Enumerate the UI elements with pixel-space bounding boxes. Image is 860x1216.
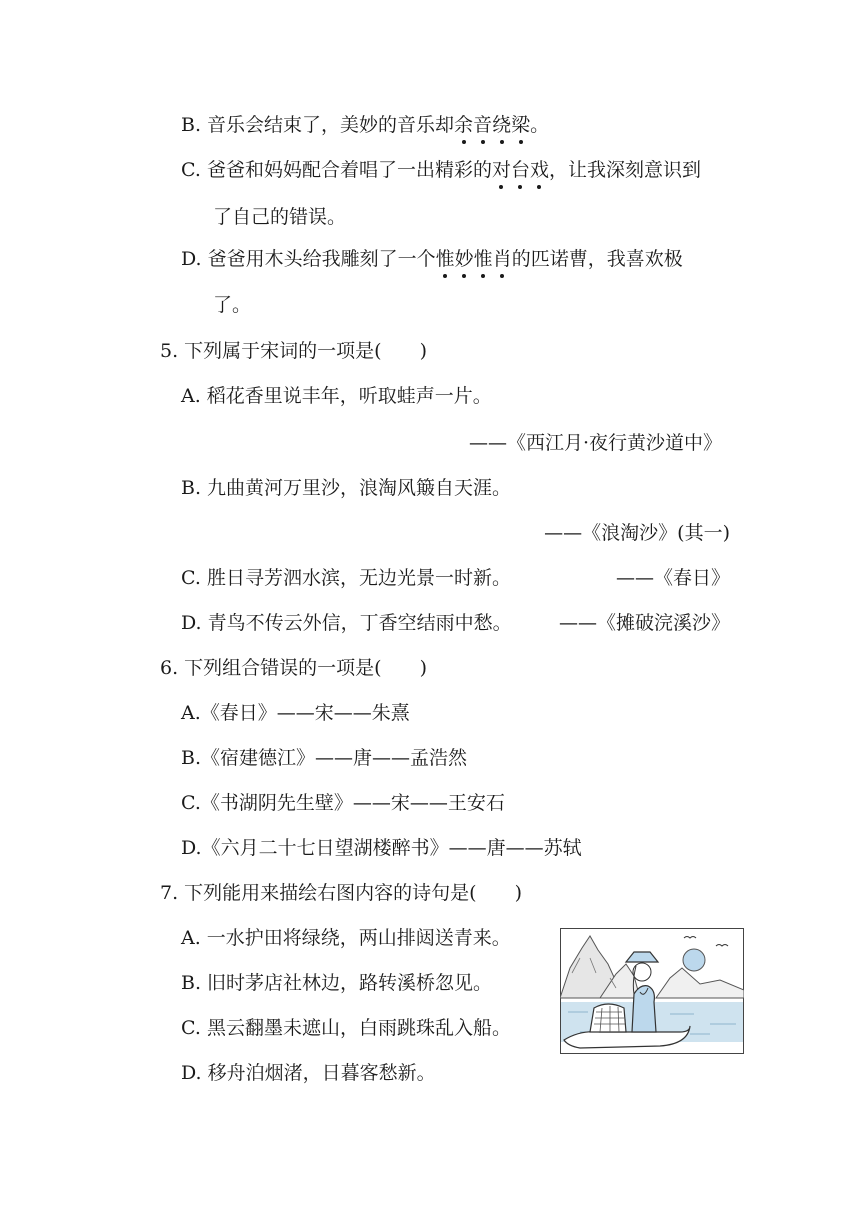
q6-option-c: C.《书湖阴先生壁》——宋——王安石 [181, 792, 505, 814]
dotted-char: 妙 [454, 248, 474, 270]
dotted-char: 对 [491, 159, 511, 181]
q5-option-b-source: ——《浪淘沙》(其一) [544, 522, 730, 544]
q4-option-c-continued: 了自己的错误。 [213, 206, 347, 228]
q6-stem: 6. 下列组合错误的一项是( ) [160, 657, 428, 679]
q4-option-d: D. 爸爸用木头给我雕刻了一个惟妙惟肖的匹诺曹，我喜欢极 [181, 248, 683, 270]
q5-option-c: C. 胜日寻芳泗水滨，无边光景一时新。 [181, 567, 511, 589]
dotted-char: 惟 [435, 248, 455, 270]
q5-option-b: B. 九曲黄河万里沙，浪淘风簸自天涯。 [181, 477, 512, 499]
q5-option-d: D. 青鸟不传云外信，丁香空结雨中愁。 [181, 612, 512, 634]
q6-option-d: D.《六月二十七日望湖楼醉书》——唐——苏轼 [181, 837, 582, 859]
q5-stem: 5. 下列属于宋词的一项是( ) [160, 340, 428, 362]
q6-option-a: A.《春日》——宋——朱熹 [181, 702, 410, 724]
dotted-char: 台 [510, 159, 530, 181]
q4-option-b: B. 音乐会结束了，美妙的音乐却余音绕梁。 [181, 114, 550, 136]
dotted-char: 绕 [492, 114, 512, 136]
dotted-char: 惟 [473, 248, 493, 270]
q7-option-a: A. 一水护田将绿绕，两山排闼送青来。 [181, 927, 511, 949]
dotted-char: 音 [473, 114, 493, 136]
dotted-char: 余 [454, 114, 474, 136]
q5-option-a: A. 稻花香里说丰年，听取蛙声一片。 [181, 385, 492, 407]
q4-option-d-continued: 了。 [213, 294, 252, 316]
q7-option-c: C. 黑云翻墨未遮山，白雨跳珠乱入船。 [181, 1017, 511, 1039]
q4-option-c: C. 爸爸和妈妈配合着唱了一出精彩的对台戏，让我深刻意识到 [181, 159, 702, 181]
q5-option-a-source: ——《西江月·夜行黄沙道中》 [468, 432, 722, 454]
q7-option-b: B. 旧时茅店社林边，路转溪桥忽见。 [181, 972, 493, 994]
river-boat-illustration [560, 928, 744, 1054]
person-figure [632, 986, 656, 1032]
q6-option-b: B.《宿建德江》——唐——孟浩然 [181, 747, 468, 769]
dotted-char: 肖 [492, 248, 512, 270]
dotted-char: 梁 [511, 114, 531, 136]
q5-option-c-source: ——《春日》 [615, 567, 730, 589]
dotted-char: 戏 [529, 159, 549, 181]
q5-option-d-source: ——《摊破浣溪沙》 [558, 612, 730, 634]
moon-icon [683, 949, 705, 971]
q7-stem: 7. 下列能用来描绘右图内容的诗句是( ) [160, 882, 523, 904]
q7-option-d: D. 移舟泊烟渚，日暮客愁新。 [181, 1062, 436, 1084]
